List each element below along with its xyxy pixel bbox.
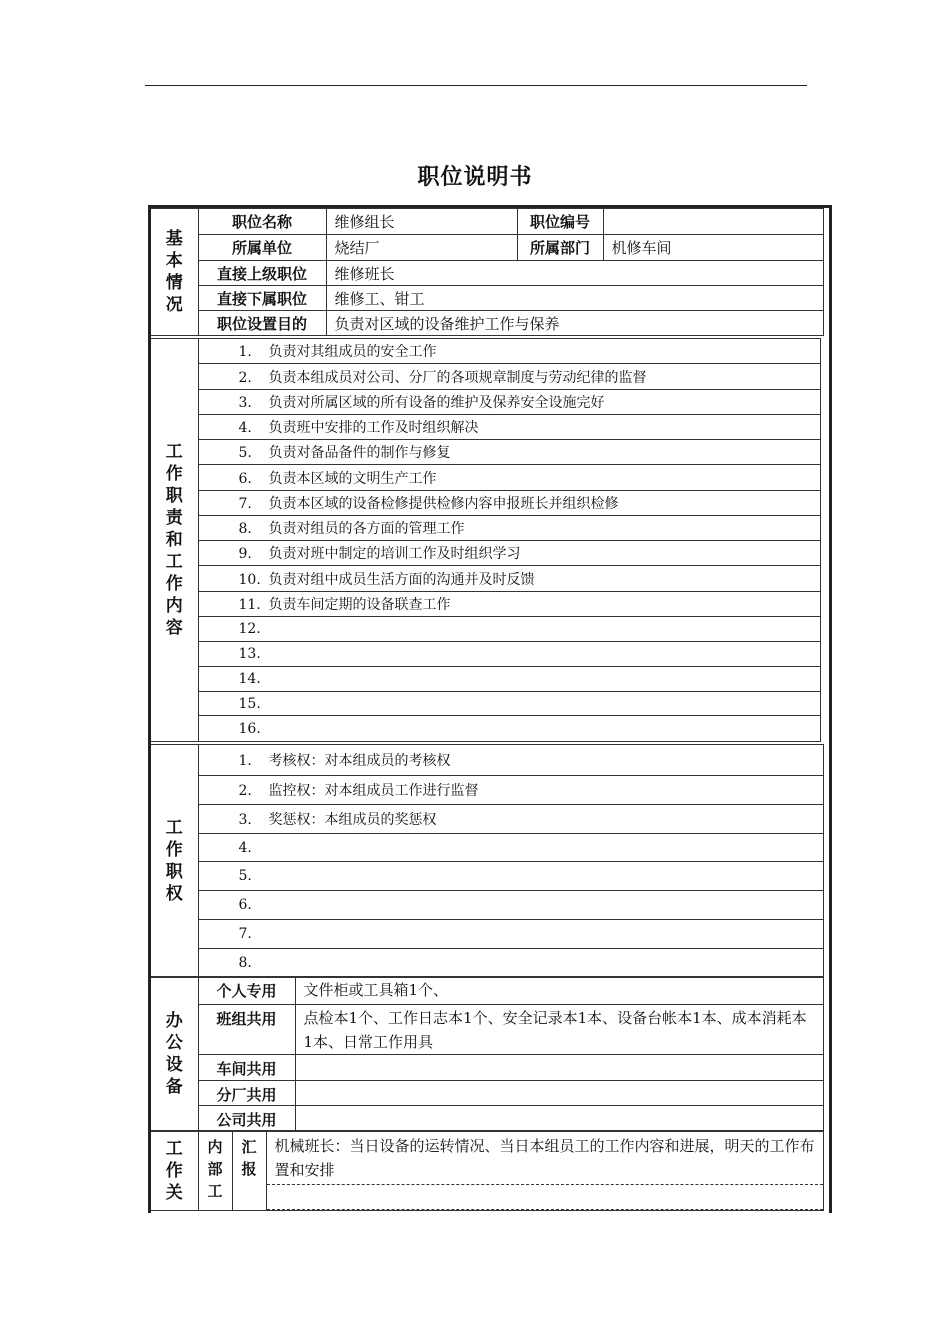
authority-text: 考核权：对本组成员的考核权 — [268, 753, 451, 769]
duty-item — [198, 617, 820, 642]
duty-row — [151, 440, 820, 465]
equipment-row — [151, 977, 823, 1005]
duty-number: 13. — [238, 646, 261, 662]
authority-item — [198, 920, 823, 949]
duty-number: 4. — [238, 420, 252, 436]
duty-number: 10. — [238, 571, 261, 588]
subordinate-value: 维修工、钳工 — [326, 286, 823, 311]
duty-number: 1. — [238, 344, 252, 360]
authority-number: 7. — [238, 926, 252, 942]
superior-value: 维修班长 — [326, 261, 823, 286]
equipment-value — [295, 1081, 823, 1106]
duty-number: 8. — [238, 521, 252, 537]
duty-row — [151, 642, 820, 667]
duty-row — [151, 592, 820, 617]
authority-item — [198, 805, 823, 834]
authority-number: 2. — [238, 783, 252, 799]
authority-number: 1. — [238, 753, 252, 769]
duty-number: 14. — [238, 671, 261, 687]
duty-item — [198, 491, 820, 516]
duty-item — [198, 465, 820, 491]
equipment-value: 点检本1个、工作日志本1个、安全记录本1本、设备台帐本1本、成本消耗本1本、日常工作用具 — [295, 1005, 823, 1055]
equipment-label: 班组共用 — [198, 1005, 295, 1055]
duties-table — [151, 338, 821, 742]
duty-row — [151, 364, 820, 390]
equipment-row — [151, 1005, 823, 1055]
purpose-label: 职位设置目的 — [198, 311, 326, 336]
duty-row — [151, 339, 820, 364]
duties-section-label: 工作职责和工作内容 — [151, 339, 198, 742]
authority-item — [198, 834, 823, 862]
page-title: 职位说明书 — [417, 165, 533, 190]
duty-item — [198, 642, 820, 667]
duty-row — [151, 692, 820, 716]
internal-label: 内部工 — [198, 1132, 232, 1211]
subordinate-label: 直接下属职位 — [198, 286, 326, 311]
authority-item — [198, 745, 823, 776]
duty-row — [151, 415, 820, 440]
duty-item — [198, 692, 820, 716]
duty-text: 负责对其组成员的安全工作 — [268, 344, 437, 360]
superior-label: 直接上级职位 — [198, 261, 326, 286]
equipment-row — [151, 1081, 823, 1106]
equipment-label: 个人专用 — [198, 977, 295, 1005]
duty-row — [151, 465, 820, 491]
duty-item — [198, 592, 820, 617]
dept-value: 机修车间 — [603, 235, 823, 261]
dept-label: 所属部门 — [517, 235, 603, 261]
duty-row — [151, 516, 820, 541]
authority-item — [198, 776, 823, 805]
duty-number: 2. — [238, 369, 252, 386]
unit-label: 所属单位 — [198, 235, 326, 261]
duty-row — [151, 566, 820, 592]
purpose-value: 负责对区域的设备维护工作与保养 — [326, 311, 823, 336]
duty-number: 9. — [238, 546, 252, 562]
duty-row — [151, 617, 820, 642]
authority-number: 6. — [238, 897, 252, 913]
duty-number: 12. — [238, 621, 261, 637]
duty-row — [151, 491, 820, 516]
duty-text: 负责对班中制定的培训工作及时组织学习 — [268, 546, 521, 562]
report-cell — [266, 1132, 823, 1211]
authority-table — [151, 744, 824, 978]
authority-row — [151, 862, 823, 891]
duty-text: 负责车间定期的设备联查工作 — [268, 597, 451, 613]
equipment-row — [151, 1055, 823, 1081]
duty-item — [198, 667, 820, 692]
authority-number: 8. — [238, 955, 252, 971]
duty-number: 6. — [238, 470, 252, 487]
dashed-divider — [267, 1209, 823, 1210]
duty-number: 5. — [238, 445, 252, 461]
duty-item — [198, 716, 820, 742]
equipment-value — [295, 1106, 823, 1131]
duty-row — [151, 390, 820, 415]
position-name-value: 维修组长 — [326, 209, 517, 235]
basic-info-table — [151, 208, 824, 336]
duty-item — [198, 566, 820, 592]
duty-text: 负责本区域的文明生产工作 — [268, 470, 437, 487]
authority-row — [151, 920, 823, 949]
authority-number: 5. — [238, 868, 252, 884]
duty-item — [198, 390, 820, 415]
duty-item — [198, 516, 820, 541]
authority-row — [151, 949, 823, 978]
position-code-value — [603, 209, 823, 235]
duty-number: 16. — [238, 720, 261, 737]
duty-text: 负责对备品备件的制作与修复 — [268, 445, 451, 461]
authority-item — [198, 862, 823, 891]
duty-number: 15. — [238, 695, 261, 712]
duty-text: 负责对组员的各方面的管理工作 — [268, 521, 465, 537]
duty-row — [151, 667, 820, 692]
duty-item — [198, 440, 820, 465]
duty-row — [151, 716, 820, 742]
position-name-label: 职位名称 — [198, 209, 326, 235]
duty-item — [198, 415, 820, 440]
equipment-section-label: 办公设备 — [151, 977, 198, 1131]
equipment-value: 文件柜或工具箱1个、 — [295, 977, 823, 1005]
authority-row — [151, 745, 823, 776]
authority-row — [151, 891, 823, 920]
authority-item — [198, 891, 823, 920]
authority-row — [151, 805, 823, 834]
relations-table — [151, 1131, 824, 1211]
duty-text: 负责对所属区域的所有设备的维护及保养安全设施完好 — [268, 395, 605, 411]
position-code-label: 职位编号 — [517, 209, 603, 235]
duty-text: 负责班中安排的工作及时组织解决 — [268, 420, 479, 436]
report-label: 汇报 — [232, 1132, 266, 1211]
authority-text: 监控权：对本组成员工作进行监督 — [268, 783, 479, 799]
header-rule — [145, 85, 807, 86]
duty-number: 3. — [238, 395, 252, 411]
basic-section-label: 基本情况 — [151, 209, 198, 336]
relations-section-label: 工作关 — [151, 1132, 198, 1211]
duty-number: 11. — [238, 597, 261, 613]
dashed-divider — [267, 1184, 823, 1185]
equipment-label: 分厂共用 — [198, 1081, 295, 1106]
duty-item — [198, 541, 820, 566]
duty-text: 负责本组成员对公司、分厂的各项规章制度与劳动纪律的监督 — [268, 369, 647, 386]
equipment-label: 车间共用 — [198, 1055, 295, 1081]
duty-item — [198, 339, 820, 364]
duty-text: 负责本区域的设备检修提供检修内容申报班长并组织检修 — [268, 496, 619, 512]
authority-section-label: 工作职权 — [151, 745, 198, 978]
authority-number: 4. — [238, 839, 252, 856]
equipment-table — [151, 976, 824, 1131]
authority-text: 奖惩权：本组成员的奖惩权 — [268, 812, 437, 828]
unit-value: 烧结厂 — [326, 235, 517, 261]
report-text: 机械班长：当日设备的运转情况、当日本组员工的工作内容和进展，明天的工作布置和安排 — [274, 1137, 815, 1179]
equipment-label: 公司共用 — [198, 1106, 295, 1131]
duty-text: 负责对组中成员生活方面的沟通并及时反馈 — [268, 571, 535, 588]
equipment-value — [295, 1055, 823, 1081]
authority-number: 3. — [238, 812, 252, 828]
authority-row — [151, 776, 823, 805]
authority-row — [151, 834, 823, 862]
duty-number: 7. — [238, 496, 252, 512]
equipment-row — [151, 1106, 823, 1131]
duty-row — [151, 541, 820, 566]
authority-item — [198, 949, 823, 978]
duty-item — [198, 364, 820, 390]
